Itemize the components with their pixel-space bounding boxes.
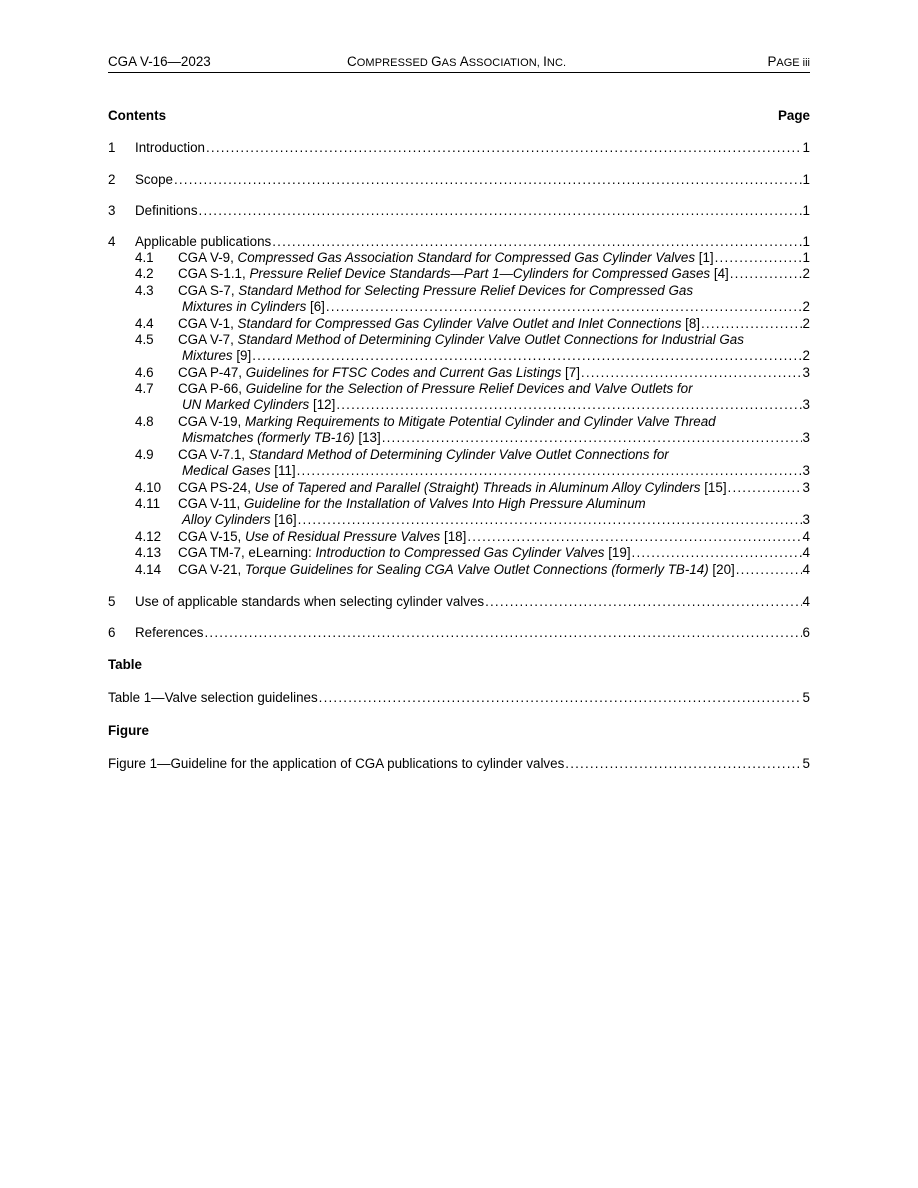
entry-title: Mismatches (formerly TB-16) [13] <box>182 430 381 445</box>
entry-title: Mixtures [9] <box>182 348 252 363</box>
dot-leader <box>728 480 802 496</box>
dot-leader <box>174 172 802 188</box>
entry-title: CGA P-47, Guidelines for FTSC Codes and Current Gas Listings [7] <box>178 365 580 380</box>
dot-leader <box>581 365 802 381</box>
entry-title: CGA S-1.1, Pressure Relief Device Standards—Part 1—Cylinders for Compressed Gases [4] <box>178 266 729 281</box>
entry-number: 4.10 <box>135 480 162 495</box>
entry-title: Alloy Cylinders [16] <box>182 512 297 527</box>
entry-page: 3 <box>802 397 810 412</box>
dot-leader <box>485 594 801 610</box>
entry-title: Scope <box>135 172 173 187</box>
toc-entry-4-5[interactable] <box>0 348 810 364</box>
dot-leader <box>297 463 802 479</box>
entry-number: 4.4 <box>135 316 154 331</box>
toc-entry-4-2[interactable] <box>0 266 810 282</box>
toc-entry-table-1[interactable] <box>0 690 810 706</box>
entry-page: 2 <box>802 266 810 281</box>
toc-entry-references[interactable] <box>0 625 810 641</box>
toc-entry-4-8[interactable] <box>0 430 810 446</box>
toc-entry-4-11-line1[interactable]: CGA V-11, Guideline for the Installation of Valves Into High Pressure Aluminum <box>178 496 646 511</box>
entry-number: 4.14 <box>135 562 162 577</box>
dot-leader <box>701 316 802 332</box>
dot-leader <box>565 756 801 772</box>
entry-number-4-5: 4.5 <box>135 332 154 347</box>
toc-entry-4-12[interactable] <box>0 529 810 545</box>
entry-title: Table 1—Valve selection guidelines <box>108 690 318 705</box>
dot-leader <box>382 430 802 446</box>
toc-entry-applicable-publications[interactable] <box>0 234 810 250</box>
entry-page: 1 <box>802 140 810 155</box>
entry-page: 2 <box>802 348 810 363</box>
entry-page: 4 <box>802 562 810 577</box>
entry-page: 1 <box>802 172 810 187</box>
entry-title: CGA V-1, Standard for Compressed Gas Cylinder Valve Outlet and Inlet Connections [8] <box>178 316 701 331</box>
entry-page: 4 <box>802 529 810 544</box>
entry-number: 3 <box>108 203 116 218</box>
entry-number: 4.12 <box>135 529 162 544</box>
entry-page: 4 <box>802 594 810 609</box>
toc-entry-4-13[interactable] <box>0 545 810 561</box>
entry-number: 5 <box>108 594 116 609</box>
dot-leader <box>730 266 802 282</box>
toc-entry-4-9-line1[interactable]: CGA V-7.1, Standard Method of Determining Cylinder Valve Outlet Connections for <box>178 447 669 462</box>
entry-page: 3 <box>802 512 810 527</box>
entry-page: 5 <box>802 756 810 771</box>
entry-title: Figure 1—Guideline for the application of CGA publications to cylinder valves <box>108 756 565 771</box>
entry-title: CGA PS-24, Use of Tapered and Parallel (Straight) Threads in Aluminum Alloy Cylinders [15] <box>178 480 727 495</box>
toc-entry-introduction[interactable] <box>0 140 810 156</box>
toc-entry-figure-1[interactable] <box>0 756 810 772</box>
entry-page: 6 <box>802 625 810 640</box>
contents-heading <box>108 108 810 123</box>
toc-entry-4-14[interactable] <box>0 562 810 578</box>
entry-page: 1 <box>802 234 810 249</box>
toc-entry-4-5-line1[interactable]: CGA V-7, Standard Method of Determining Cylinder Valve Outlet Connections for Industrial Gas <box>178 332 744 347</box>
entry-title: Introduction <box>135 140 205 155</box>
entry-number: 4 <box>108 234 116 249</box>
toc-entry-4-7[interactable] <box>0 397 810 413</box>
entry-number: 2 <box>108 172 116 187</box>
entry-title: CGA TM-7, eLearning: Introduction to Compressed Gas Cylinder Valves [19] <box>178 545 631 560</box>
entry-page: 2 <box>802 299 810 314</box>
toc-entry-4-9[interactable] <box>0 463 810 479</box>
entry-page: 3 <box>802 365 810 380</box>
entry-page: 3 <box>802 430 810 445</box>
dot-leader <box>326 299 802 315</box>
page-column-label: Page <box>777 108 810 123</box>
organization-name: COMPRESSED GAS ASSOCIATION, INC. <box>347 54 567 69</box>
entry-title: UN Marked Cylinders [12] <box>182 397 336 412</box>
entry-page: 4 <box>802 545 810 560</box>
dot-leader <box>252 348 801 364</box>
figure-section-heading: Figure <box>108 723 149 738</box>
entry-title: CGA V-15, Use of Residual Pressure Valves [18] <box>178 529 467 544</box>
dot-leader <box>467 529 801 545</box>
toc-entry-4-6[interactable] <box>0 365 810 381</box>
entry-title: CGA V-9, Compressed Gas Association Standard for Compressed Gas Cylinder Valves [1] <box>178 250 714 265</box>
entry-page: 3 <box>802 463 810 478</box>
entry-page: 5 <box>802 690 810 705</box>
toc-entry-4-11[interactable] <box>0 512 810 528</box>
entry-title: Definitions <box>135 203 198 218</box>
running-header <box>108 52 810 73</box>
toc-entry-definitions[interactable] <box>0 203 810 219</box>
dot-leader <box>206 140 802 156</box>
toc-entry-4-7-line1[interactable]: CGA P-66, Guideline for the Selection of Pressure Relief Devices and Valve Outlets for <box>178 381 693 396</box>
entry-title: Use of applicable standards when selecting cylinder valves <box>135 594 485 609</box>
entry-number: 4.2 <box>135 266 154 281</box>
dot-leader <box>336 397 801 413</box>
dot-leader <box>272 234 801 250</box>
entry-number-4-9: 4.9 <box>135 447 154 462</box>
page-number: PAGE iii <box>767 54 810 69</box>
entry-number: 4.6 <box>135 365 154 380</box>
toc-entry-4-4[interactable] <box>0 316 810 332</box>
entry-page: 2 <box>802 316 810 331</box>
dot-leader <box>736 562 802 578</box>
entry-number-4-7: 4.7 <box>135 381 154 396</box>
entry-number: 4.1 <box>135 250 154 265</box>
entry-page: 1 <box>802 203 810 218</box>
document-id: CGA V-16—2023 <box>108 54 211 69</box>
entry-title: References <box>135 625 204 640</box>
dot-leader <box>632 545 802 561</box>
entry-number-4-8: 4.8 <box>135 414 154 429</box>
dot-leader <box>715 250 802 266</box>
dot-leader <box>298 512 802 528</box>
toc-entry-scope[interactable] <box>0 172 810 188</box>
entry-title: CGA V-21, Torque Guidelines for Sealing CGA Valve Outlet Connections (formerly TB-14) [20] <box>178 562 735 577</box>
entry-number-4-3: 4.3 <box>135 283 154 298</box>
toc-entry-4-1[interactable] <box>0 250 810 266</box>
entry-page: 3 <box>802 480 810 495</box>
contents-title: Contents <box>108 108 167 123</box>
entry-number-4-11: 4.11 <box>135 496 161 511</box>
toc-entry-4-3[interactable] <box>0 299 810 315</box>
entry-page: 1 <box>802 250 810 265</box>
entry-number: 1 <box>108 140 116 155</box>
dot-leader <box>199 203 802 219</box>
table-section-heading: Table <box>108 657 142 672</box>
entry-title: Applicable publications <box>135 234 272 249</box>
entry-number: 6 <box>108 625 116 640</box>
entry-title: Mixtures in Cylinders [6] <box>182 299 325 314</box>
dot-leader <box>319 690 802 706</box>
entry-number: 4.13 <box>135 545 162 560</box>
toc-entry-4-10[interactable] <box>0 480 810 496</box>
entry-title: Medical Gases [11] <box>182 463 296 478</box>
toc-entry-4-3-line1[interactable]: CGA S-7, Standard Method for Selecting Pressure Relief Devices for Compressed Gas <box>178 283 694 298</box>
toc-entry-4-8-line1[interactable]: CGA V-19, Marking Requirements to Mitigate Potential Cylinder and Cylinder Valve Thread <box>178 414 716 429</box>
toc-entry-use-of-standards[interactable] <box>0 594 810 610</box>
dot-leader <box>204 625 801 641</box>
